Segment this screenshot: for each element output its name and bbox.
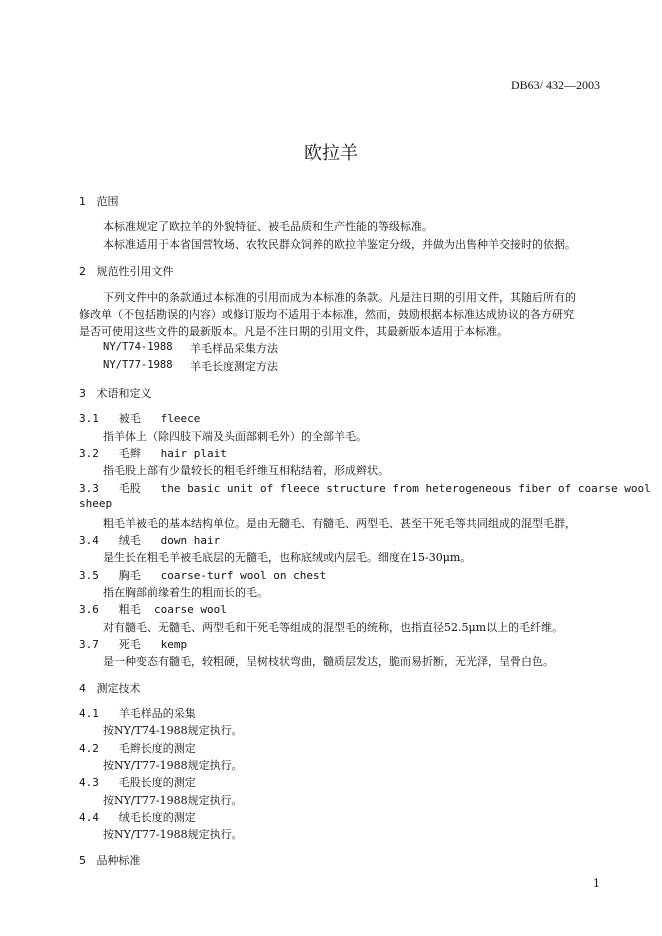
- term-heading: [79, 410, 200, 426]
- term-en: fleece: [160, 412, 201, 425]
- term-zh: 胸毛: [118, 569, 141, 582]
- term-zh: 被毛: [118, 412, 141, 425]
- subsection-text: 按NY/T77-1988规定执行。: [103, 794, 243, 807]
- subsection-heading: [79, 740, 196, 756]
- term-definition: 指羊体上（除四肢下端及头面部刺毛外）的全部羊毛。: [103, 430, 367, 443]
- term-number: 3.2: [79, 447, 99, 460]
- term-heading: [79, 636, 187, 652]
- section-5-heading: [79, 852, 141, 868]
- reference-code: NY/T74-1988: [103, 341, 173, 353]
- section-title: 规范性引用文件: [96, 265, 174, 278]
- reference-name: 羊毛样品采集方法: [190, 342, 278, 355]
- section-4-heading: [79, 680, 141, 696]
- term-en: hair plait: [160, 447, 227, 460]
- term-definition: 是生长在粗毛羊被毛底层的无髓毛，也称底绒或内层毛。细度在15-30μm。: [103, 551, 472, 564]
- subsection-title: 羊毛样品的采集: [118, 707, 196, 720]
- section-number: 3: [79, 387, 86, 400]
- subsection-number: 4.3: [79, 776, 99, 789]
- paragraph: 本标准规定了欧拉羊的外貌特征、被毛品质和生产性能的等级标准。: [103, 220, 433, 233]
- term-en-continuation: sheep: [79, 497, 113, 510]
- subsection-number: 4.2: [79, 742, 99, 755]
- term-number: 3.5: [79, 569, 99, 582]
- page-number: 1: [593, 877, 600, 890]
- term-zh: 绒毛: [118, 534, 141, 547]
- paragraph-line: 修改单（不包括勘误的内容）或修订版均不适用于本标准，然而，鼓励根据本标准达成协议的各方研究: [79, 308, 574, 321]
- section-title: 范围: [96, 195, 119, 208]
- term-number: 3.6: [79, 603, 99, 616]
- reference-name: 羊毛长度测定方法: [190, 360, 278, 373]
- term-zh: 死毛: [118, 638, 141, 651]
- section-title: 测定技术: [96, 682, 141, 695]
- term-definition: 是一种变态有髓毛，较粗硬，呈树枝状弯曲，髓质层发达，脆而易折断，无光泽，呈骨白色。: [103, 655, 554, 668]
- term-heading: [79, 445, 227, 461]
- paragraph-line: 下列文件中的条款通过本标准的引用而成为本标准的条款。凡是注日期的引用文件，其随后所有的: [103, 291, 576, 304]
- term-number: 3.7: [79, 638, 99, 651]
- term-en: coarse wool: [154, 603, 227, 616]
- term-en: kemp: [160, 638, 188, 651]
- reference-code: NY/T77-1988: [103, 359, 173, 371]
- section-1-heading: [79, 193, 119, 209]
- term-definition: 粗毛羊被毛的基本结构单位。是由无髓毛、有髓毛、两型毛、甚至干死毛等共同组成的混型毛群，: [103, 517, 576, 530]
- section-2-heading: [79, 263, 174, 279]
- term-number: 3.4: [79, 534, 99, 547]
- term-zh: 粗毛: [118, 603, 141, 616]
- term-en: the basic unit of fleece structure from heterogeneous fiber of coarse wool: [160, 482, 651, 495]
- subsection-text: 按NY/T77-1988规定执行。: [103, 828, 243, 841]
- document-id: DB63/ 432—2003: [510, 78, 600, 92]
- subsection-number: 4.4: [79, 811, 99, 824]
- subsection-number: 4.1: [79, 707, 99, 720]
- section-title: 品种标准: [96, 854, 141, 867]
- section-number: 1: [79, 195, 86, 208]
- term-definition: 指毛股上部有少量较长的粗毛纤维互相粘结着，形成辫状。: [103, 464, 389, 477]
- section-number: 4: [79, 682, 86, 695]
- term-heading: [79, 480, 651, 496]
- page-title: 欧拉羊: [304, 143, 358, 164]
- term-en: down hair: [160, 534, 221, 547]
- section-3-heading: [79, 385, 152, 401]
- subsection-text: 按NY/T77-1988规定执行。: [103, 759, 243, 772]
- term-number: 3.1: [79, 412, 99, 425]
- term-definition: 对有髓毛、无髓毛、两型毛和干死毛等组成的混型毛的统称，也指直径52.5μm以上的毛纤维。: [103, 621, 564, 634]
- term-number: 3.3: [79, 482, 99, 495]
- term-heading: [79, 567, 326, 583]
- subsection-title: 绒毛长度的测定: [118, 811, 196, 824]
- term-heading: [79, 532, 220, 548]
- term-zh: 毛股: [118, 482, 141, 495]
- subsection-heading: [79, 809, 196, 825]
- section-number: 5: [79, 854, 86, 867]
- section-title: 术语和定义: [96, 387, 152, 400]
- term-zh: 毛辫: [118, 447, 141, 460]
- subsection-title: 毛辫长度的测定: [118, 742, 196, 755]
- term-en: coarse-turf wool on chest: [160, 569, 327, 582]
- paragraph: 本标准适用于本省国营牧场、农牧民群众饲养的欧拉羊鉴定分级，并做为出售种羊交接时的依据。: [103, 238, 576, 251]
- subsection-heading: [79, 774, 196, 790]
- subsection-title: 毛股长度的测定: [118, 776, 196, 789]
- term-heading: [79, 601, 227, 617]
- term-definition: 指在胸部前缘着生的粗而长的毛。: [103, 586, 268, 599]
- subsection-text: 按NY/T74-1988规定执行。: [103, 724, 243, 737]
- subsection-heading: [79, 705, 196, 721]
- paragraph-line: 是否可使用这些文件的最新版本。凡是不注日期的引用文件，其最新版本适用于本标准。: [79, 325, 508, 338]
- section-number: 2: [79, 265, 86, 278]
